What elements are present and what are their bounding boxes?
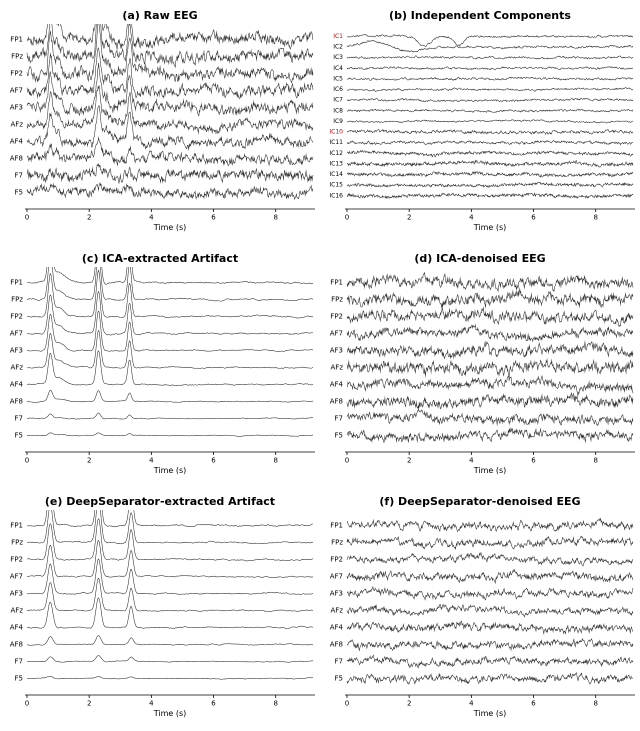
panel-raw-eeg-title: (a) Raw EEG bbox=[122, 9, 198, 22]
panel-independent-components bbox=[320, 2, 640, 245]
panel-deepseparator-denoised-title: (f) DeepSeparator-denoised EEG bbox=[379, 495, 581, 508]
panel-deepseparator-denoised bbox=[320, 488, 640, 731]
panel-independent-components-title: (b) Independent Components bbox=[389, 9, 571, 22]
panel-ica-artifact-title: (c) ICA-extracted Artifact bbox=[81, 252, 239, 265]
panel-ica-artifact bbox=[0, 245, 320, 488]
panel-ica-denoised bbox=[320, 245, 640, 488]
panel-deepseparator-artifact-title: (e) DeepSeparator-extracted Artifact bbox=[44, 495, 276, 508]
ica-denoised-plot bbox=[320, 266, 640, 482]
ica-artifact-plot bbox=[0, 266, 320, 482]
deepseparator-denoised-plot bbox=[320, 509, 640, 725]
panel-ica-denoised-title: (d) ICA-denoised EEG bbox=[414, 252, 546, 265]
deepseparator-artifact-plot bbox=[0, 509, 320, 725]
panel-raw-eeg bbox=[0, 2, 320, 245]
panel-deepseparator-artifact bbox=[0, 488, 320, 731]
independent-components-plot bbox=[320, 23, 640, 239]
raw-eeg-plot bbox=[0, 23, 320, 239]
